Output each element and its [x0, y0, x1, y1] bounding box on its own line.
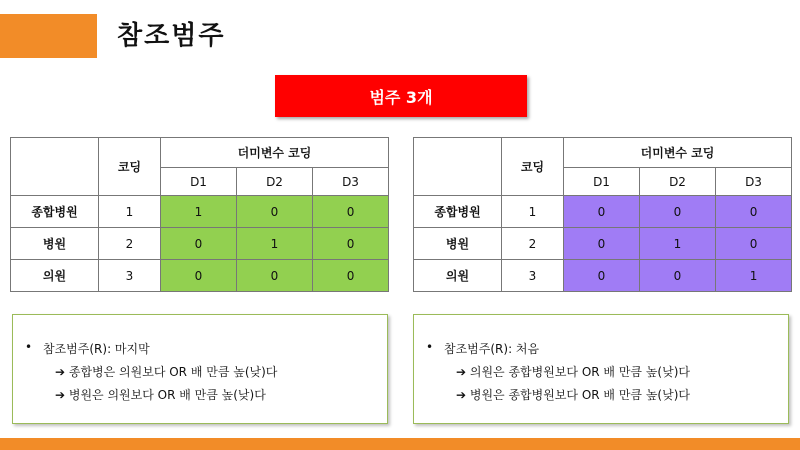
table-row: [414, 196, 792, 228]
code-cell: 2: [99, 228, 161, 260]
header-coding: 코딩: [502, 138, 564, 196]
header-d1: D1: [161, 168, 237, 196]
dummy-cell: 1: [640, 228, 716, 260]
row-label: 병원: [414, 228, 502, 260]
dummy-cell: 0: [564, 228, 640, 260]
note-box-right: [413, 314, 789, 424]
dummy-coding-table-left: [10, 137, 389, 292]
dummy-cell: 0: [313, 196, 389, 228]
dummy-cell: 0: [564, 260, 640, 292]
code-cell: 1: [502, 196, 564, 228]
table-row: [11, 228, 389, 260]
accent-bar-top: [0, 14, 97, 58]
bullet: •: [25, 340, 33, 354]
corner-cell: [414, 138, 502, 196]
note-line: ➔ 의원은 종합병원보다 OR 배 만큼 높(낮)다: [456, 365, 690, 379]
code-cell: 3: [99, 260, 161, 292]
note-box-left: [12, 314, 388, 424]
header-dummy-coding: 더미변수 코딩: [161, 138, 389, 168]
note-line: ➔ 병원은 종합병원보다 OR 배 만큼 높(낮)다: [456, 388, 690, 402]
note-heading: 참조범주(R): 처음: [444, 342, 540, 356]
dummy-cell: 0: [716, 196, 792, 228]
dummy-cell: 1: [237, 228, 313, 260]
dummy-cell: 0: [564, 196, 640, 228]
dummy-cell: 0: [640, 260, 716, 292]
dummy-cell: 0: [161, 228, 237, 260]
page-title: 참조범주: [117, 21, 226, 51]
dummy-cell: 0: [237, 196, 313, 228]
bullet: •: [426, 340, 434, 354]
accent-bar-bottom: [0, 438, 800, 450]
table-row: [11, 260, 389, 292]
code-cell: 3: [502, 260, 564, 292]
row-label: 종합병원: [11, 196, 99, 228]
dummy-cell: 0: [313, 228, 389, 260]
dummy-cell: 0: [313, 260, 389, 292]
note-line: ➔ 병원은 의원보다 OR 배 만큼 높(낮)다: [55, 388, 266, 402]
header-d3: D3: [716, 168, 792, 196]
row-label: 의원: [11, 260, 99, 292]
header-coding: 코딩: [99, 138, 161, 196]
row-label: 병원: [11, 228, 99, 260]
row-label: 종합병원: [414, 196, 502, 228]
header-dummy-coding: 더미변수 코딩: [564, 138, 792, 168]
header-d2: D2: [237, 168, 313, 196]
table-row: [414, 228, 792, 260]
banner-text: 범주 3개: [369, 87, 433, 107]
dummy-cell: 0: [640, 196, 716, 228]
header-d1: D1: [564, 168, 640, 196]
header-d2: D2: [640, 168, 716, 196]
corner-cell: [11, 138, 99, 196]
note-heading: 참조범주(R): 마지막: [43, 342, 150, 356]
category-count-banner: [275, 75, 527, 117]
header-d3: D3: [313, 168, 389, 196]
dummy-cell: 0: [716, 228, 792, 260]
dummy-coding-table-right: [413, 137, 792, 292]
code-cell: 1: [99, 196, 161, 228]
row-label: 의원: [414, 260, 502, 292]
dummy-cell: 0: [237, 260, 313, 292]
code-cell: 2: [502, 228, 564, 260]
table-row: [414, 260, 792, 292]
dummy-cell: 1: [716, 260, 792, 292]
dummy-cell: 1: [161, 196, 237, 228]
note-line: ➔ 종합병은 의원보다 OR 배 만큼 높(낮)다: [55, 365, 278, 379]
table-row: [11, 196, 389, 228]
dummy-cell: 0: [161, 260, 237, 292]
